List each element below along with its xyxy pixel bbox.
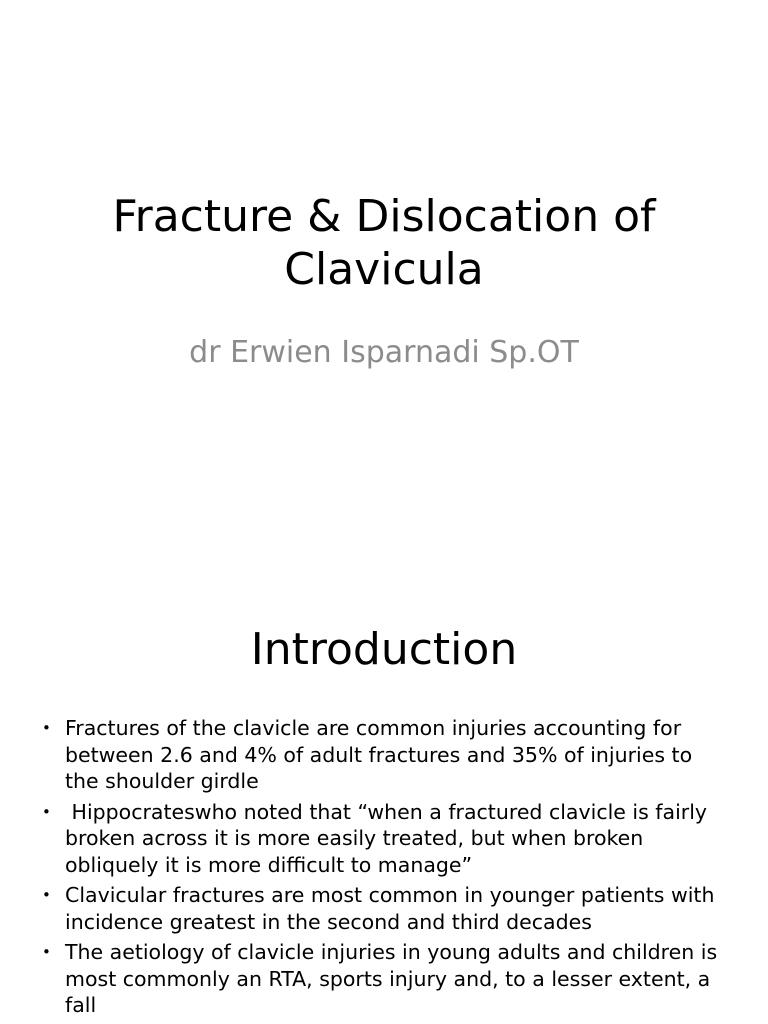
bullet-text: Hippocrateswho noted that “when a fractured clavicle is fairly broken across it is more easily treated, but when broken obliquely it is more difficult to manage” (65, 799, 714, 877)
introduction-slide (0, 576, 768, 1024)
bullet-icon: • (42, 719, 51, 737)
bullet-icon: • (42, 802, 51, 821)
bullet-item (40, 715, 728, 795)
bullet-icon: • (42, 943, 51, 961)
slide-title (40, 190, 728, 296)
bullet-list (40, 715, 728, 1023)
bullet-item (40, 799, 728, 879)
slide-title-line-2: Clavicula (284, 244, 484, 295)
bullet-text: The aetiology of clavicle injuries in young adults and children is most commonly an RTA, sports injury and, to a lesser extent, a fall (65, 940, 718, 1017)
bullet-item (40, 882, 728, 935)
bullet-icon: • (42, 886, 51, 904)
slide-heading: Introduction (250, 624, 518, 675)
bullet-item (40, 939, 728, 1019)
bullet-text: Clavicular fractures are most common in younger patients with incidence greatest in the second and third decades (65, 883, 715, 934)
slide-subtitle: dr Erwien Isparnadi Sp.OT (189, 335, 579, 370)
slide-title-line-1: Fracture & Dislocation of (112, 191, 656, 242)
bullet-text: Fractures of the clavicle are common injuries accounting for between 2.6 and 4% of adult fractures and 35% of injuries to the shoulder girdle (65, 716, 693, 793)
